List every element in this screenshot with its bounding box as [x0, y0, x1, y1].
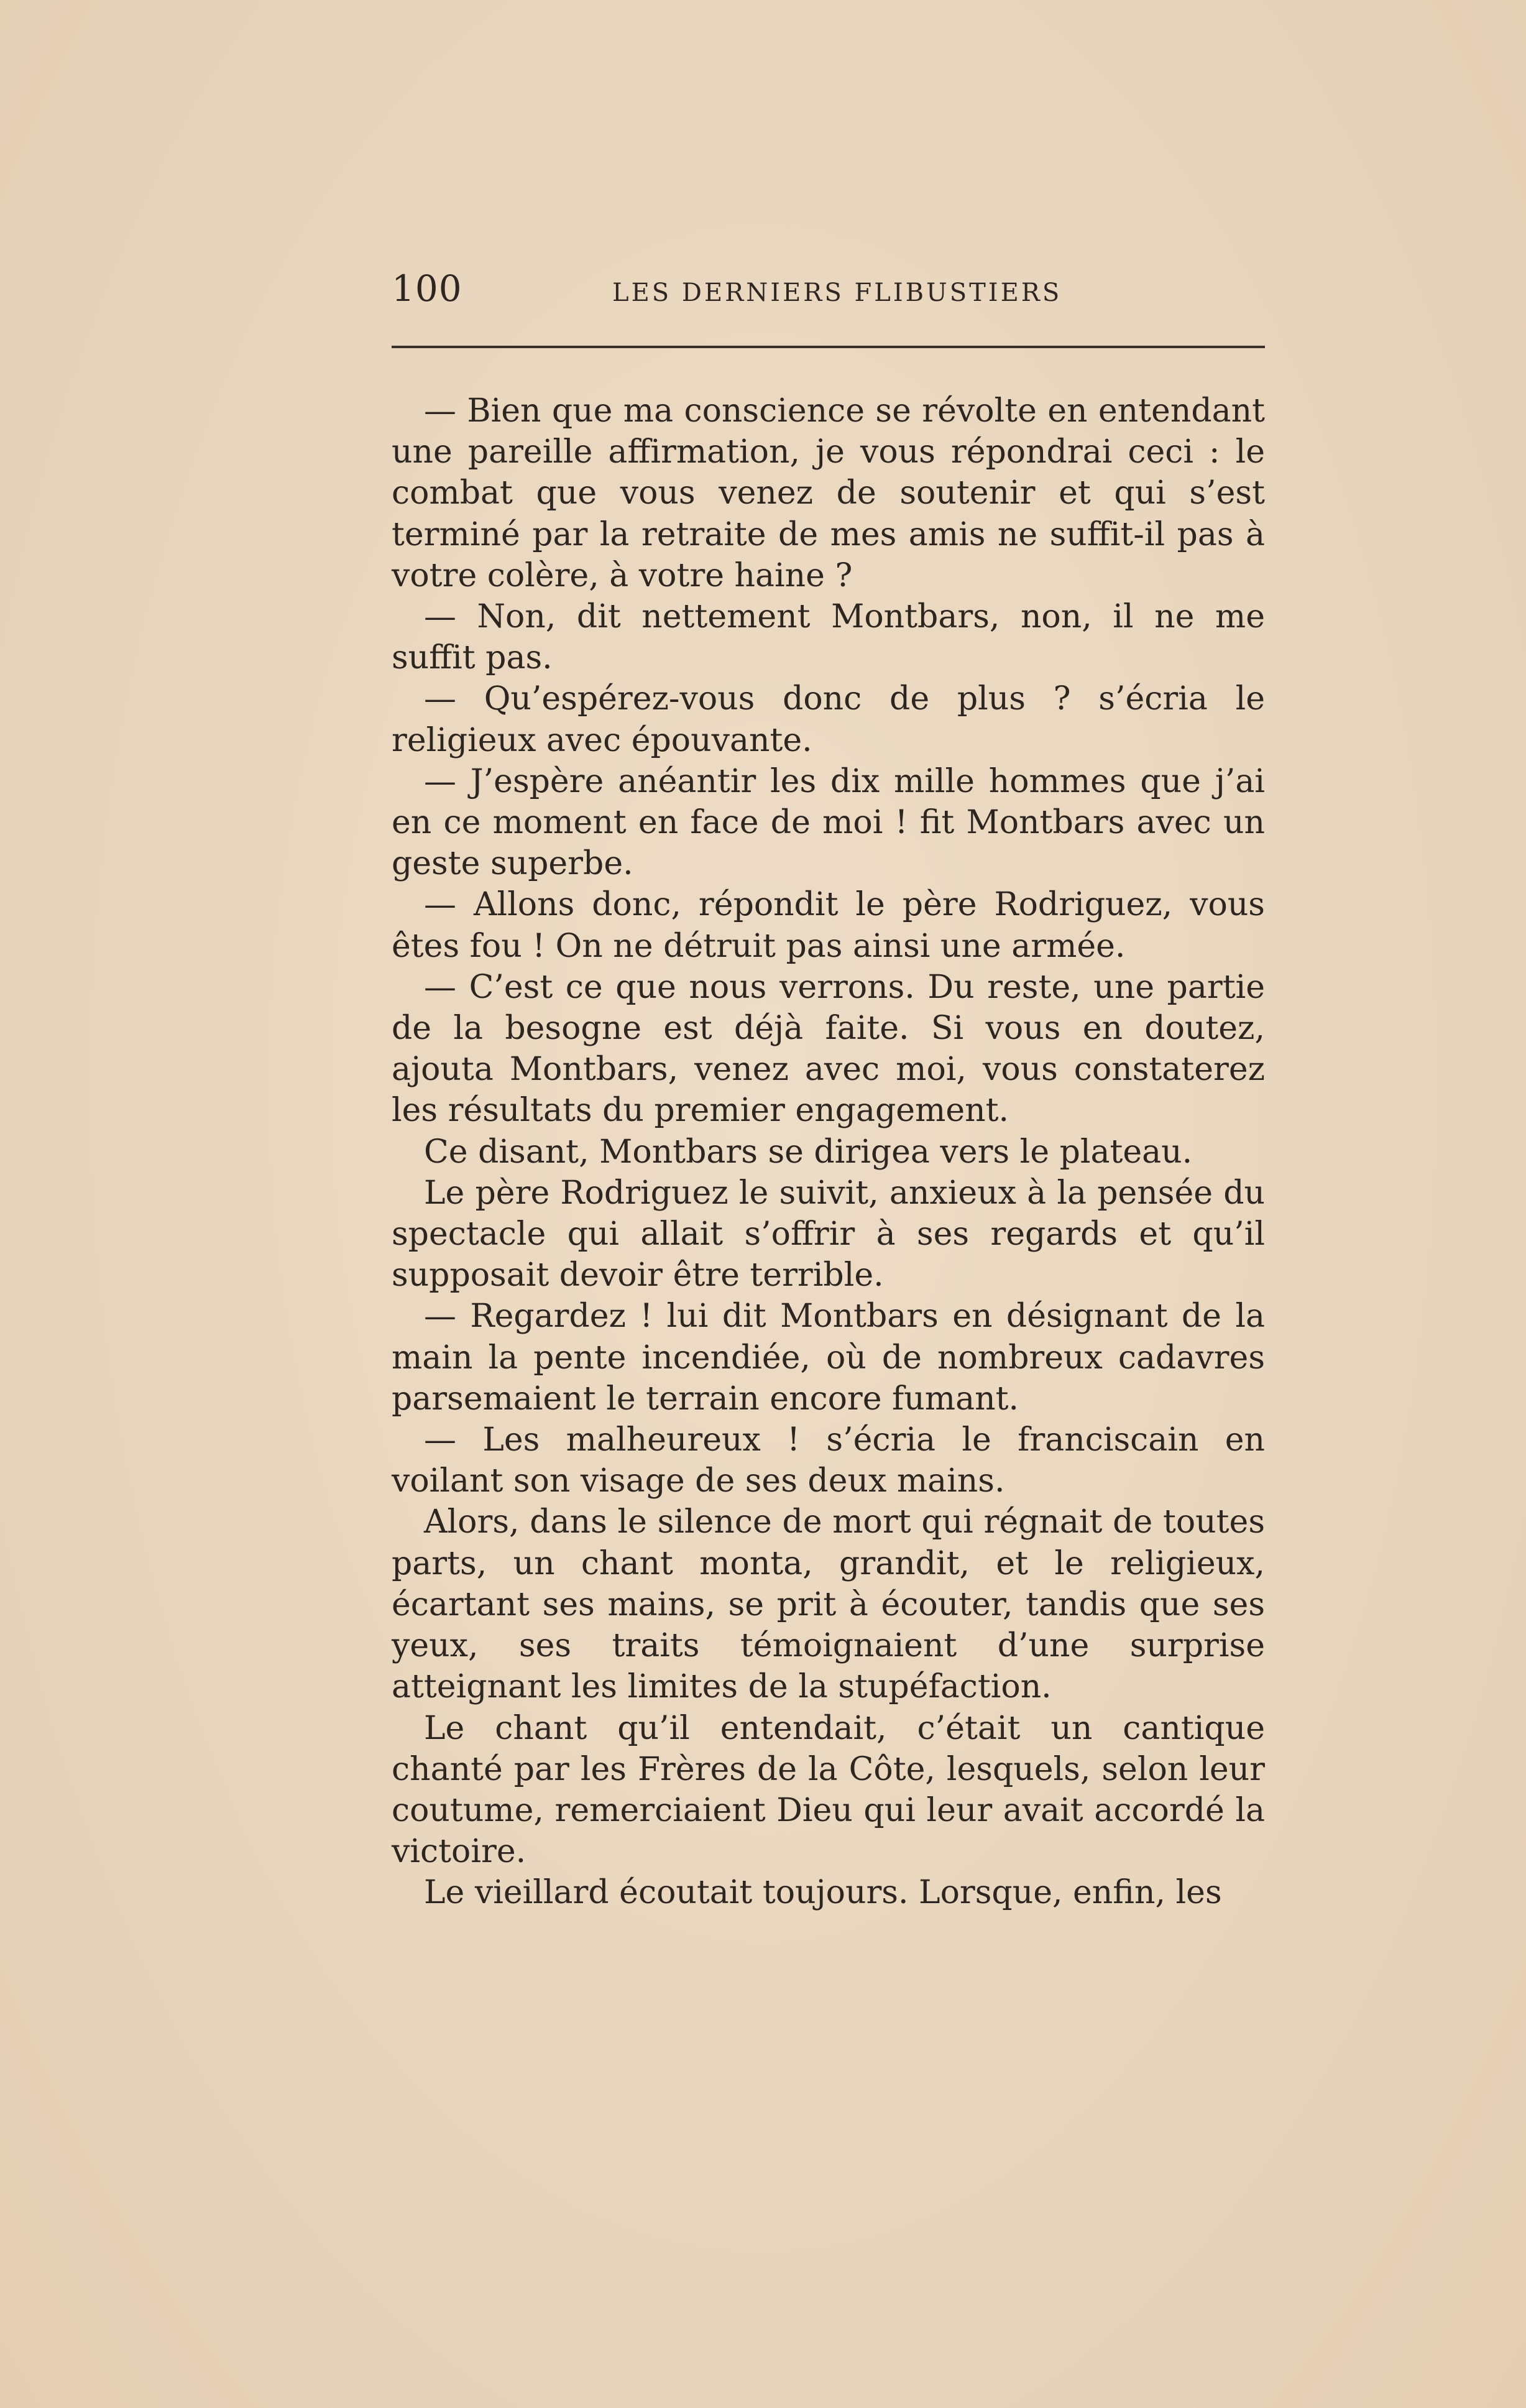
paragraph: Le chant qu’il entendait, c’était un cantique chanté par les Frères de la Côte, lesquels, selon leur coutume, remerciaient Dieu qui leur avait accordé la victoire. — [392, 1709, 1265, 1871]
paragraph: — Non, dit nettement Montbars, non, il ne me suffit pas. — [392, 598, 1265, 677]
paragraph: — Regardez ! lui dit Montbars en désignant de la main la pente incendiée, où de nombreux cadavres parsemaient le terrain encore fumant. — [392, 1298, 1265, 1418]
paragraph: Alors, dans le silence de mort qui régnait de toutes parts, un chant monta, grandit, et le religieux, écartant ses mains, se prit à écouter, tandis que ses yeux, ses traits témoignaient d’une surprise atteignant les limites de la stupéfaction. — [392, 1503, 1265, 1706]
running-title: LES DERNIERS FLIBUSTIERS — [612, 279, 1062, 307]
body-text — [392, 390, 1265, 1914]
paragraph: Le vieillard écoutait toujours. Lorsque, enfin, les — [424, 1874, 1222, 1912]
paragraph: — Allons donc, répondit le père Rodriguez, vous êtes fou ! On ne détruit pas ainsi une armée. — [392, 886, 1265, 965]
paragraph: — C’est ce que nous verrons. Du reste, une partie de la besogne est déjà faite. Si vous en doutez, ajouta Montbars, venez avec moi, vous constaterez les résultats du premier engagement. — [392, 968, 1265, 1130]
paragraph: — Les malheureux ! s’écria le franciscain en voilant son visage de ses deux mains. — [392, 1421, 1265, 1500]
paragraph: Le père Rodriguez le suivit, anxieux à la pensée du spectacle qui allait s’offrir à ses regards et qu’il supposait devoir être terrible. — [392, 1174, 1265, 1294]
page-header — [392, 267, 1265, 317]
paragraph: — Bien que ma conscience se révolte en entendant une pareille affirmation, je vous répondrai ceci : le combat que vous venez de soutenir et qui s’est terminé par la retraite de mes amis ne suffit-il pas à votre colère, à votre haine ? — [392, 392, 1265, 594]
paragraph: — J’espère anéantir les dix mille hommes que j’ai en ce moment en face de moi ! fit Montbars avec un geste superbe. — [392, 762, 1265, 883]
header-rule — [392, 346, 1265, 348]
page-number: 100 — [392, 267, 462, 310]
paragraph: — Qu’espérez-vous donc de plus ? s’écria le religieux avec épouvante. — [392, 680, 1265, 759]
paragraph: Ce disant, Montbars se dirigea vers le plateau. — [424, 1133, 1193, 1171]
